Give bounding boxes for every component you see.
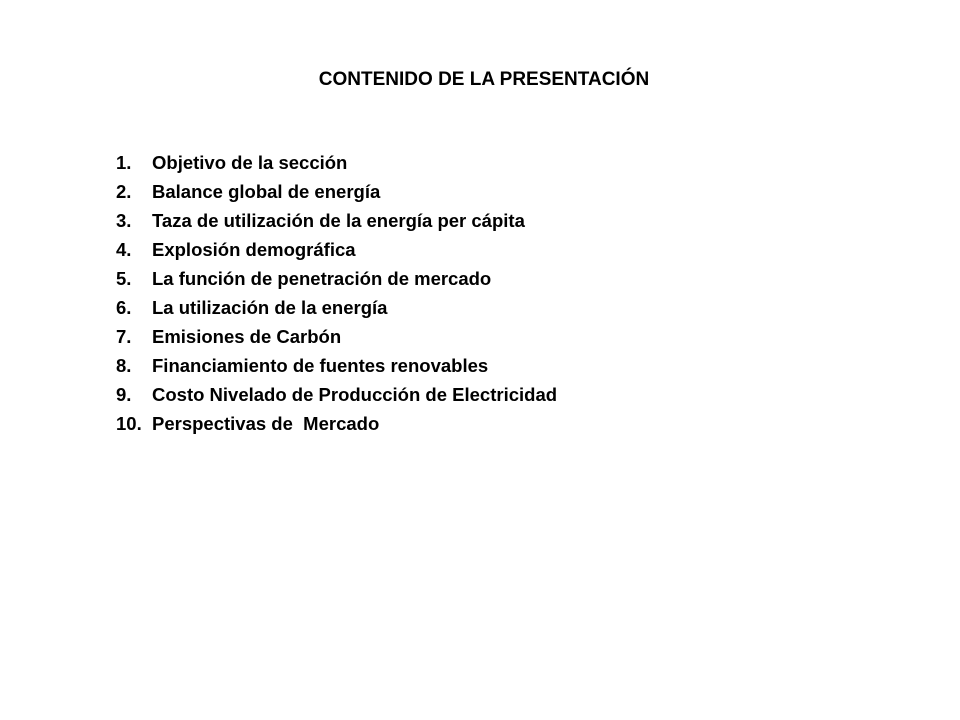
list-item-number: 6. xyxy=(116,297,132,318)
list-item xyxy=(116,206,557,235)
list-item xyxy=(116,264,557,293)
list-item xyxy=(116,293,557,322)
contents-list xyxy=(116,148,557,438)
list-item-number: 10. xyxy=(116,413,142,434)
list-item-text: Objetivo de la sección xyxy=(152,152,348,173)
list-item-number: 9. xyxy=(116,384,132,405)
list-item xyxy=(116,409,557,438)
list-item xyxy=(116,380,557,409)
list-item-number: 7. xyxy=(116,326,132,347)
list-item-text: Balance global de energía xyxy=(152,181,381,202)
list-item xyxy=(116,235,557,264)
list-item-number: 4. xyxy=(116,239,132,260)
list-item-text: Explosión demográfica xyxy=(152,239,356,260)
list-item-number: 2. xyxy=(116,181,132,202)
list-item-text: Emisiones de Carbón xyxy=(152,326,342,347)
slide-title: CONTENIDO DE LA PRESENTACIÓN xyxy=(318,69,650,90)
list-item xyxy=(116,351,557,380)
list-item-number: 8. xyxy=(116,355,132,376)
list-item-number: 3. xyxy=(116,210,132,231)
list-item xyxy=(116,148,557,177)
list-item xyxy=(116,322,557,351)
list-item-text: Costo Nivelado de Producción de Electricidad xyxy=(152,384,558,405)
list-item-text: Perspectivas de Mercado xyxy=(152,413,380,434)
list-item-text: Taza de utilización de la energía per cápita xyxy=(152,210,525,231)
list-item-text: La utilización de la energía xyxy=(152,297,388,318)
list-item-text: La función de penetración de mercado xyxy=(152,268,492,289)
list-item-number: 1. xyxy=(116,152,132,173)
list-item-number: 5. xyxy=(116,268,132,289)
list-item xyxy=(116,177,557,206)
list-item-text: Financiamiento de fuentes renovables xyxy=(152,355,489,376)
